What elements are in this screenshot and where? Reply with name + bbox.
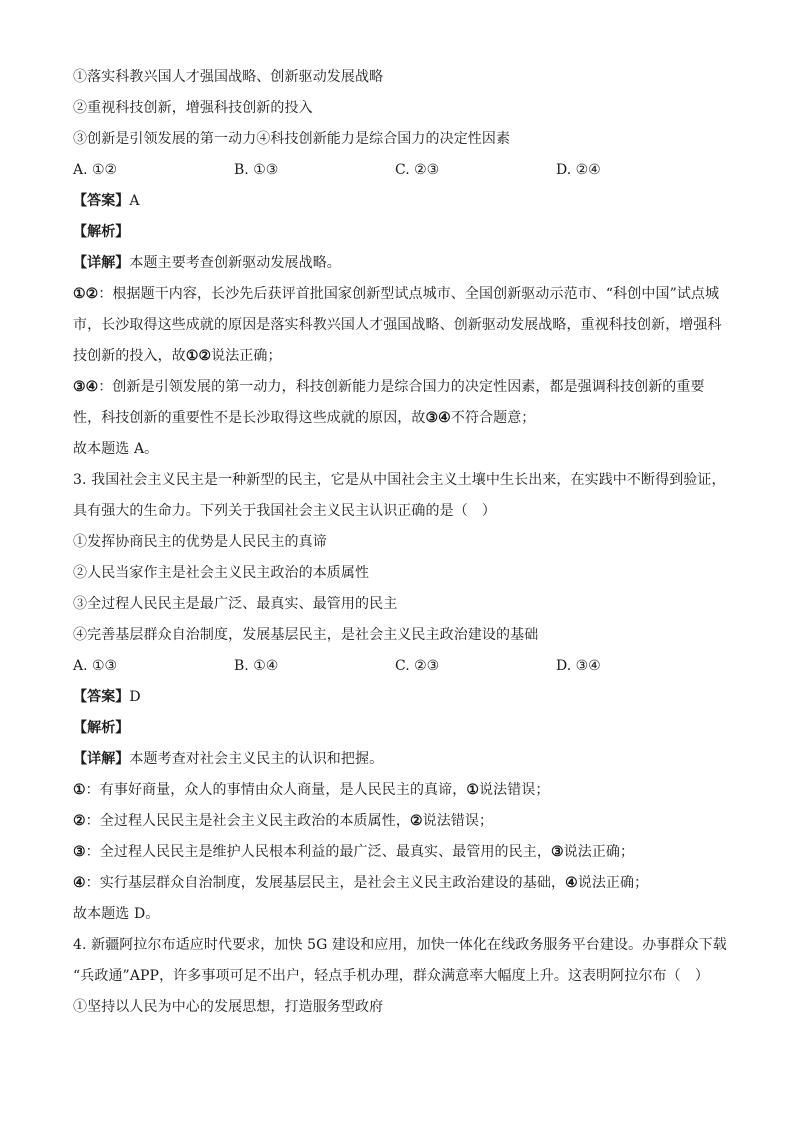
q2-expl2-line1	[73, 372, 723, 403]
q3-item-4: ④完善基层群众自治制度，发展基层民主，是社会主义民主政治建设的基础	[73, 627, 539, 643]
detail-label: 【详解】	[73, 751, 130, 767]
mark: ①	[466, 782, 480, 798]
q3-option-b: B. ①④	[234, 658, 279, 674]
text: 说法错误；	[422, 813, 494, 829]
q2-item-1: ①落实科教兴国人才强国战略、创新驱动发展战略	[73, 69, 384, 85]
q3-option-a: A. ①③	[73, 658, 118, 674]
mark: ④	[73, 875, 86, 891]
q2-item-2: ②重视科技创新，增强科技创新的投入	[73, 100, 313, 116]
q2-expl1-line3	[73, 341, 723, 372]
text: ：全过程人民民主是社会主义民主政治的本质属性，	[85, 813, 410, 829]
mark: ③	[550, 844, 564, 860]
q4-stem-line1: 4. 新疆阿拉尔布适应时代要求，加快 5G 建设和应用，加快一体化在线政务服务平台建设。办事群众下载	[73, 937, 727, 953]
text: ：有事好商量，众人的事情由众人商量，是人民民主的真谛，	[85, 782, 467, 798]
mark: ①	[73, 782, 86, 798]
analysis-label: 【解析】	[73, 720, 130, 736]
q2-option-b: B. ①③	[234, 162, 279, 178]
q2-option-a: A. ①②	[73, 162, 118, 178]
text: 技创新的投入，故	[73, 348, 186, 364]
mark: ②	[73, 813, 86, 829]
q2-option-d: D. ②④	[556, 162, 601, 178]
q2-expl1-line2: 市，长沙取得这些成就的原因是落实科教兴国人才强国战略、创新驱动发展战略，重视科技创新，增强科	[73, 317, 722, 333]
text: 说法正确；	[563, 844, 635, 860]
answer-label: 【答案】	[73, 193, 130, 209]
document-page	[73, 62, 727, 1023]
q2-expl2-line2	[73, 403, 723, 434]
text: ：创新是引领发展的第一动力，科技创新能力是综合国力的决定性因素，都是强调科技创新的重要	[98, 379, 705, 395]
text: 说法错误；	[479, 782, 550, 798]
q3-stem-line1: 3. 我国社会主义民主是一种新型的民主，它是从中国社会主义土壤中生长出来，在实践中不断得到验证，	[73, 472, 726, 488]
q3-expl-4	[73, 868, 723, 899]
q2-option-c: C. ②③	[395, 162, 440, 178]
q3-stem-line2: 具有强大的生命力。下列关于我国社会主义民主认识正确的是（ ）	[73, 503, 496, 519]
detail-label: 【详解】	[73, 255, 130, 271]
q2-detail	[73, 248, 723, 279]
mark: ①②	[73, 286, 99, 302]
q2-item-3: ③创新是引领发展的第一动力④科技创新能力是综合国力的决定性因素	[73, 131, 511, 147]
q3-expl-3	[73, 837, 723, 868]
q3-analysis-label	[73, 713, 723, 744]
text: ：全过程人民民主是维护人民根本利益的最广泛、最真实、最管用的民主，	[85, 844, 551, 860]
mark: ④	[565, 875, 578, 891]
mark: ①②	[185, 348, 212, 364]
q3-expl-1	[73, 775, 723, 806]
q4-stem-line2: “兵政通”APP，许多事项可足不出户，轻点手机办理，群众满意率大幅度上升。这表明阿拉尔布（ ）	[73, 968, 709, 984]
q3-option-d: D. ③④	[556, 658, 601, 674]
q3-options	[73, 651, 723, 682]
mark: ③	[73, 844, 86, 860]
text: 不符合题意；	[450, 410, 536, 426]
q2-analysis-label	[73, 217, 723, 248]
q2-expl1-line1	[73, 279, 723, 310]
analysis-label: 【解析】	[73, 224, 130, 240]
q3-option-c: C. ②③	[395, 658, 440, 674]
answer-value: A	[129, 193, 140, 209]
q2-options	[73, 155, 723, 186]
mark: ③④	[73, 379, 99, 395]
answer-value: D	[129, 689, 141, 705]
q4-item-1: ①坚持以人民为中心的发展思想，打造服务型政府	[73, 999, 384, 1015]
mark: ②	[409, 813, 423, 829]
text: 说法正确；	[577, 875, 649, 891]
q3-item-1: ①发挥协商民主的优势是人民民主的真谛	[73, 534, 327, 550]
q3-answer	[73, 682, 723, 713]
q3-conclusion: 故本题选 D。	[73, 906, 160, 922]
q3-item-2: ②人民当家作主是社会主义民主政治的本质属性	[73, 565, 370, 581]
answer-label: 【答案】	[73, 689, 130, 705]
text: 说法正确；	[211, 348, 282, 364]
detail-text: 本题主要考查创新驱动发展战略。	[129, 255, 341, 271]
q3-item-3: ③全过程人民民主是最广泛、最真实、最管用的民主	[73, 596, 398, 612]
detail-text: 本题考查对社会主义民主的认识和把握。	[129, 751, 384, 767]
q2-answer	[73, 186, 723, 217]
text: ：实行基层群众自治制度，发展基层民主，是社会主义民主政治建设的基础，	[85, 875, 566, 891]
text: 性，科技创新的重要性不是长沙取得这些成就的原因，故	[73, 410, 426, 426]
text: ：根据题干内容，长沙先后获评首批国家创新型试点城市、全国创新驱动示范市、“科创中国”试点城	[98, 286, 720, 302]
mark: ③④	[425, 410, 451, 426]
q3-expl-2	[73, 806, 723, 837]
q2-conclusion: 故本题选 A。	[73, 441, 159, 457]
q3-detail	[73, 744, 723, 775]
